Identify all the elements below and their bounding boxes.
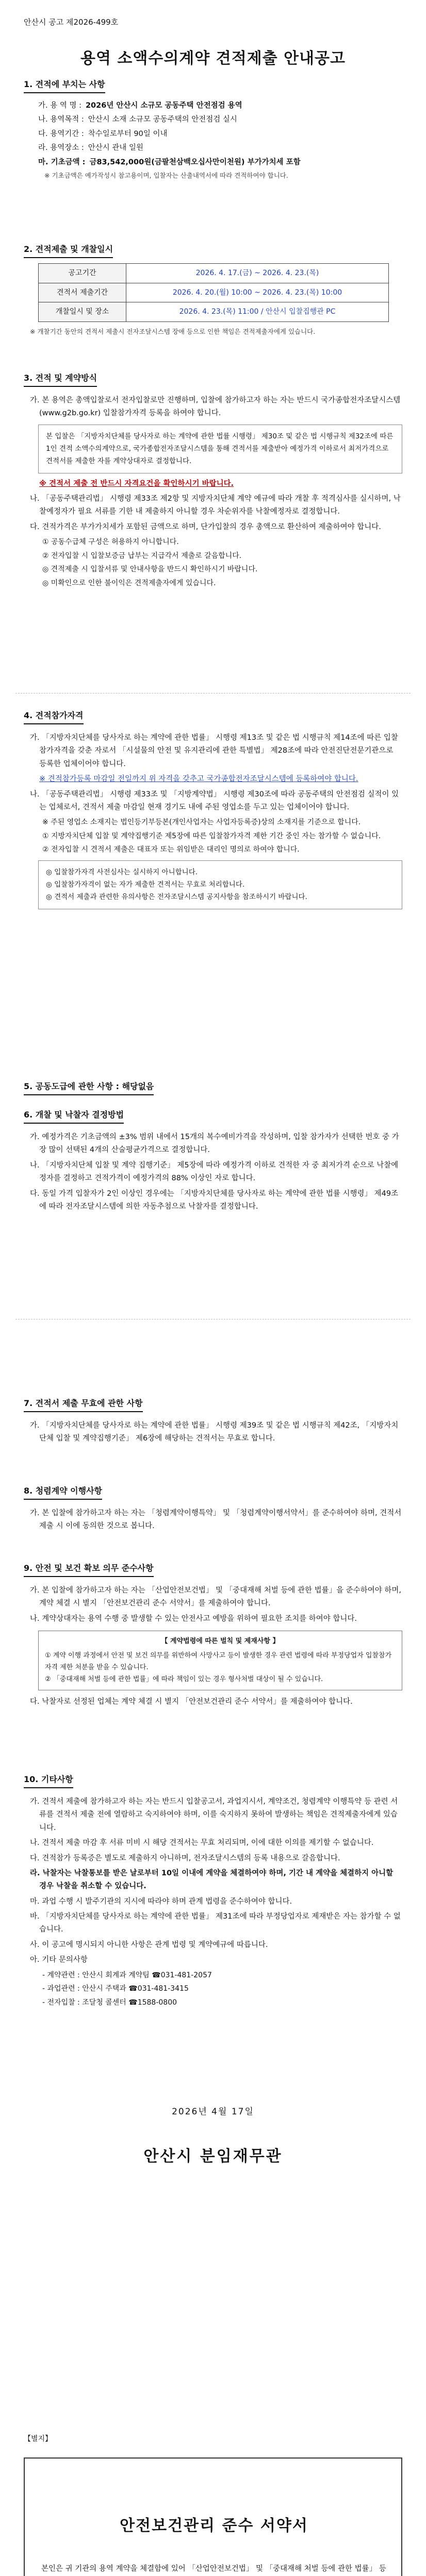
section-10-item: 사. 이 공고에 명시되지 아니한 사항은 관계 법령 및 계약예규에 따릅니다. (30, 1940, 268, 1949)
list-item: ◎ 미확인으로 인한 불이익은 견적제출자에게 있습니다. (42, 579, 216, 587)
section-8 (24, 1484, 402, 1535)
contact-item: - 전자입찰 : 조달청 콜센터 ☎1588-0800 (42, 1998, 177, 2007)
section-10-item: 다. 견적참가 등록증은 별도로 제출하지 아니하며, 전자조달시스템의 등록 내용으로 갈음합니다. (30, 1854, 340, 1862)
section-3-box-text: 본 입찰은 「지방자치단체를 당사자로 하는 계약에 관한 법률 시행령」 제30조 및 같은 법 시행규칙 제32조에 따른 1인 견적 소액수의계약으로, 국가종합전자조달시스템을 통해 견적서를 제출받아 예정가격 이하로서 최저가격으로 견적서를 제출한 자를 계약상대자로 결정합니다. (46, 432, 394, 466)
section-6-item: 나. 「지방자치단체 입찰 및 계약 집행기준」 제5장에 따라 예정가격 이하로 견적한 자 중 최저가격 순으로 낙찰예정자를 결정하고 견적가격이 예정가격의 88% 이상인 자로 합니다. (30, 1161, 399, 1183)
section-3-box (38, 425, 402, 473)
section-2-note: ※ 개찰기간 동안의 견적서 제출시 전자조달시스템 장애 등으로 인한 책임은 견적제출자에게 있습니다. (30, 327, 316, 335)
list-item: ◎ 입찰참가자격이 없는 자가 제출한 견적서는 무효로 처리합니다. (46, 880, 245, 889)
section-2 (24, 242, 402, 337)
notice-title: 용역 소액수의계약 견적제출 안내공고 (80, 49, 346, 67)
section-5 (24, 1079, 402, 1100)
section-4-para-1: 가. 「지방자치단체를 당사자로 하는 계약에 관한 법률」 시행령 제13조 및 같은 법 시행규칙 제14조에 따른 입찰참가자격을 갖춘 자로서 「시설물의 안전 및 유지관리에 관한 특별법」 제28조에 따라 안전진단전문기관으로 등록한 업체이어야 합니다. (30, 734, 398, 768)
section-9 (24, 1561, 402, 1710)
section-6-item: 가. 예정가격은 기초금액의 ±3% 범위 내에서 15개의 복수예비가격을 작성하며, 입찰 참가자가 선택한 번호 중 가장 많이 선택된 4개의 산술평균가격으로 결정합니다. (30, 1133, 399, 1155)
schedule-value: 2026. 4. 20.(월) 10:00 ~ 2026. 4. 23.(목) 10:00 (126, 283, 389, 302)
section-7-title: 7. 견적서 제출 무효에 관한 사항 (24, 1396, 143, 1412)
row-location (38, 142, 402, 155)
issuer-name: 안산시 분임재무관 (143, 2147, 283, 2165)
table-row (39, 264, 389, 283)
section-4-note: ※ 견적참가등록 마감일 전일까지 위 자격을 갖추고 국가종합전자조달시스템에 등록하여야 합니다. (39, 775, 358, 784)
section-5-title: 5. 공동도급에 관한 사항 : 해당없음 (24, 1079, 154, 1095)
section-9-item: 가. 본 입찰에 참가하고자 하는 자는 「산업안전보건법」 및 「중대재해 처벌 등에 관한 법률」을 준수하여야 하며, 계약 체결 시 별지 「안전보건관리 준수 서약서」를 제출하여야 합니다. (30, 1586, 402, 1608)
pledge-form (24, 2458, 402, 2576)
section-1-rows (24, 99, 402, 181)
section-4 (24, 708, 402, 913)
notice-date: 2026년 4월 17일 (172, 2107, 254, 2117)
row-key: 다. 용역기간 : (38, 129, 84, 138)
section-7-item: 가. 「지방자치단체를 당사자로 하는 계약에 관한 법률」 시행령 제39조 및 같은 법 시행규칙 제42조, 「지방자치단체 입찰 및 계약집행기준」 제6장에 해당하는 견적서는 무효로 합니다. (30, 1421, 399, 1443)
notice-number: 안산시 공고 제2026-499호 (24, 18, 119, 27)
section-3-title: 3. 견적 및 계약방식 (24, 371, 97, 387)
schedule-label: 개찰일시 및 장소 (39, 302, 126, 322)
section-8-title: 8. 청렴계약 이행사항 (24, 1484, 102, 1500)
row-value: 안산시 소재 소규모 공동주택의 안전점검 실시 (88, 115, 237, 124)
penalty-box-title: 【 계약법령에 따른 벌칙 및 제재사항 】 (161, 1637, 280, 1646)
section-3-para-2: 나. 「공동주택관리법」 시행령 제33조 제2항 및 지방자치단체 계약 예규에 따라 개찰 후 적격심사를 실시하며, 낙찰예정자가 필요 서류를 기한 내 제출하지 아니할 경우 차순위자를 낙찰예정자로 결정합니다. (30, 495, 401, 516)
section-2-title: 2. 견적제출 및 개찰일시 (24, 242, 113, 258)
section-1 (24, 77, 402, 181)
section-3-para-3: 다. 견적가격은 부가가치세가 포함된 금액으로 하며, 단가입찰의 경우 총액으로 환산하여 제출하여야 합니다. (30, 522, 381, 531)
schedule-table (38, 263, 389, 322)
section-4-box (38, 860, 402, 909)
section-10-item: 아. 기타 문의사항 (30, 1956, 88, 1964)
appendix-label: 【별지】 (24, 2435, 53, 2443)
section-9-title: 9. 안전 및 보건 확보 의무 준수사항 (24, 1561, 154, 1577)
section-10-item: 라. 낙찰자는 낙찰통보를 받은 날로부터 10일 이내에 계약을 체결하여야 하며, 기간 내 계약을 체결하지 아니할 경우 낙찰을 취소할 수 있습니다. (30, 1869, 394, 1891)
list-item: ② 「중대재해 처벌 등에 관한 법률」에 따라 책임이 있는 경우 형사처벌 대상이 될 수 있습니다. (45, 1675, 323, 1684)
section-9-tail: 다. 낙찰자로 선정된 업체는 계약 체결 시 별지 「안전보건관리 준수 서약서」를 제출하여야 합니다. (30, 1697, 353, 1706)
section-4-title: 4. 견적참가자격 (24, 708, 84, 724)
row-value: 안산시 관내 일원 (88, 144, 144, 152)
section-1-title: 1. 견적에 부치는 사항 (24, 77, 105, 93)
row-value: 2026년 안산시 소규모 공동주택 안전점검 용역 (85, 101, 242, 110)
row-key: 나. 용역목적 : (38, 115, 84, 124)
pledge-para-1: 본인은 귀 기관의 용역 계약을 체결함에 있어 「산업안전보건법」 및 「중대재해 처벌 등에 관한 법률」 등 (41, 2565, 386, 2573)
section-10-item: 나. 견적서 제출 마감 후 서류 미비 시 해당 견적서는 무효 처리되며, 이에 대한 이의를 제기할 수 없습니다. (30, 1839, 374, 1848)
section-3 (24, 371, 402, 590)
row-purpose (38, 113, 402, 126)
table-row (39, 302, 389, 322)
row-service-name (38, 99, 402, 112)
schedule-value: 2026. 4. 23.(목) 11:00 / 안산시 입찰집행관 PC (126, 302, 389, 322)
schedule-label: 공고기간 (39, 264, 126, 283)
list-item: ◎ 입찰참가자격 사전심사는 실시하지 아니합니다. (46, 868, 198, 876)
list-item: ① 공동수급체 구성은 허용하지 아니합니다. (42, 538, 179, 547)
section-10-item: 마. 과업 수행 시 발주기관의 지시에 따라야 하며 관계 법령을 준수하여야 합니다. (30, 1897, 292, 1906)
row-value: 착수일로부터 90일 이내 (88, 129, 168, 138)
section-4-para-2: 나. 「공동주택관리법」 시행령 제33조 및 「지방계약법」 시행령 제30조에 따라 공동주택의 안전점검 실적이 있는 업체로서, 견적서 제출 마감일 현재 경기도 내에 주된 영업소를 두고 있는 업체이어야 합니다. (30, 790, 399, 811)
table-row (39, 283, 389, 302)
row-value: 금83,542,000원(금팔천삼백오십사만이천원) 부가가치세 포함 (89, 158, 301, 166)
section-10-item: 바. 「지방자치단체를 당사자로 하는 계약에 관한 법률」 제31조에 따라 부정당업자로 제재받은 자는 참가할 수 없습니다. (30, 1912, 401, 1934)
contact-item: - 계약관련 : 안산시 회계과 계약팀 ☎031-481-2057 (42, 1971, 212, 1979)
schedule-value: 2026. 4. 17.(금) ~ 2026. 4. 23.(목) (126, 264, 389, 283)
section-6-item: 다. 동일 가격 입찰자가 2인 이상인 경우에는 「지방자치단체를 당사자로 하는 계약에 관한 법률 시행령」 제49조에 따라 전자조달시스템에 의한 자동추첨으로 낙찰자를 결정합니다. (30, 1189, 399, 1211)
list-item: ◎ 견적서 제출과 관련한 유의사항은 전자조달시스템 공지사항을 참조하시기 바랍니다. (46, 893, 307, 902)
section-6-title: 6. 개찰 및 낙찰자 결정방법 (24, 1108, 124, 1124)
section-9-item: 나. 계약상대자는 용역 수행 중 발생할 수 있는 안전사고 예방을 위하여 필요한 조치를 하여야 합니다. (30, 1614, 357, 1623)
row-period (38, 128, 402, 141)
section-6 (24, 1108, 402, 1215)
section-10-item: 가. 견적서 제출에 참가하고자 하는 자는 반드시 입찰공고서, 과업지시서, 계약조건, 청렴계약 이행특약 등 관련 서류를 견적서 제출 전에 열람하고 숙지하여야 하며, 이를 숙지하지 못하여 발생하는 책임은 견적제출자에게 있습니다. (30, 1798, 398, 1832)
section-7 (24, 1396, 402, 1448)
section-3-para-1: 가. 본 용역은 총액입찰로서 전자입찰로만 진행하며, 입찰에 참가하고자 하는 자는 반드시 국가종합전자조달시스템(www.g2b.go.kr) 입찰참가자격 등록을 하여야 합니다. (30, 396, 401, 418)
list-item: ① 지방자치단체 입찰 및 계약집행기준 제5장에 따른 입찰참가자격 제한 기간 중인 자는 참가할 수 없습니다. (42, 832, 381, 840)
section-10 (24, 1772, 402, 2010)
contact-item: - 과업관련 : 안산시 주택과 ☎031-481-3415 (42, 1985, 189, 1993)
section-1-note: ※ 기초금액은 예가작성시 참고용이며, 입찰자는 산출내역서에 따라 견적하여야 합니다. (44, 171, 288, 179)
section-3-warning: ※ 견적서 제출 전 반드시 자격요건을 확인하시기 바랍니다. (39, 479, 234, 488)
row-key: 라. 용역장소 : (38, 144, 84, 152)
list-item: ※ 주된 영업소 소재지는 법인등기부등본(개인사업자는 사업자등록증)상의 소재지를 기준으로 합니다. (42, 818, 361, 827)
row-key: 가. 용 역 명 : (38, 101, 81, 110)
row-key: 마. 기초금액 : (38, 158, 86, 166)
schedule-label: 견적서 제출기간 (39, 283, 126, 302)
list-item: ① 계약 이행 과정에서 안전 및 보건 의무를 위반하여 사망사고 등이 발생한 경우 관련 법령에 따라 부정당업자 입찰참가자격 제한 처분을 받을 수 있습니다. (45, 1651, 392, 1671)
section-8-item: 가. 본 입찰에 참가하고자 하는 자는 「청렴계약이행특약」 및 「청렴계약이행서약서」를 준수하여야 하며, 견적서 제출 시 이에 동의한 것으로 봅니다. (30, 1509, 402, 1531)
list-item: ◎ 견적제출 시 입찰서류 및 안내사항을 반드시 확인하시기 바랍니다. (42, 565, 258, 574)
list-item: ② 전자입찰 시 견적서 제출은 대표자 또는 위임받은 대리인 명의로 하여야 합니다. (42, 845, 300, 854)
section-10-title: 10. 기타사항 (24, 1772, 73, 1788)
pledge-body (41, 2562, 387, 2576)
penalty-box (38, 1631, 402, 1690)
pledge-title: 안전보건관리 준수 서약서 (120, 2517, 308, 2535)
list-item: ② 전자입찰 시 입찰보증금 납부는 지급각서 제출로 갈음합니다. (42, 551, 242, 560)
row-base-amount (38, 156, 402, 169)
